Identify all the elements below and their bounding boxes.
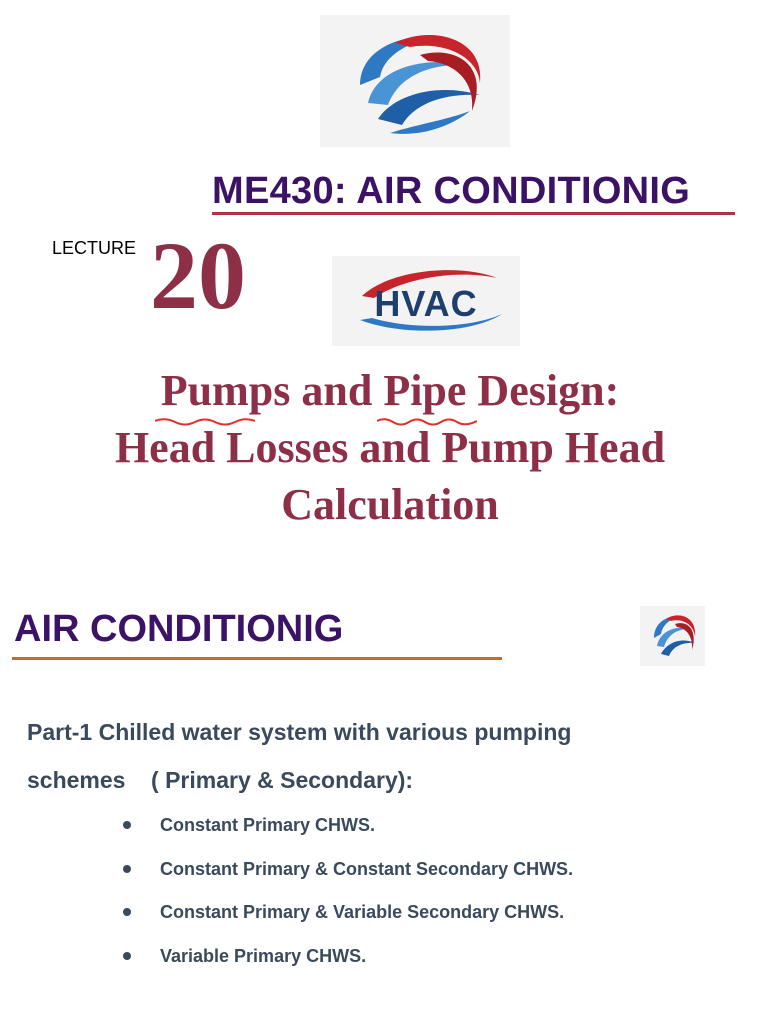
part-description — [27, 708, 747, 804]
course-title-underline — [212, 212, 735, 215]
swirl-logo-small — [640, 606, 705, 666]
title-word-pipe-design: Pipe Design — [383, 362, 604, 419]
lecture-title-line-2: Head Losses and Pump Head — [114, 423, 666, 472]
section-title-underline — [12, 657, 502, 660]
lecture-title-line-3: Calculation — [281, 480, 499, 529]
part-line-2: schemes ( Primary & Secondary): — [27, 767, 414, 793]
list-item: Constant Primary & Constant Secondary CHWS. — [120, 854, 573, 898]
hvac-logo-icon — [332, 256, 520, 346]
course-title: ME430: AIR CONDITIONIG — [212, 170, 691, 212]
scheme-list — [120, 810, 573, 984]
swirl-logo-small-icon — [640, 606, 705, 666]
swirl-logo — [320, 15, 510, 147]
list-item: Constant Primary CHWS. — [120, 810, 573, 854]
swirl-logo-icon — [320, 15, 510, 147]
lecture-title-line-1: Pumps and Pipe Design : — [40, 362, 740, 419]
hvac-logo-text: HVAC — [374, 283, 478, 324]
squiggle-underline-icon — [377, 415, 477, 429]
bullet-icon — [123, 908, 131, 916]
bullet-icon — [123, 821, 131, 829]
list-item: Constant Primary & Variable Secondary CHWS. — [120, 897, 573, 941]
title-word-pumps: Pumps — [161, 362, 291, 419]
section-title: AIR CONDITIONIG — [14, 608, 344, 650]
squiggle-underline-icon — [155, 415, 255, 429]
lecture-title — [40, 362, 740, 533]
bullet-icon — [123, 865, 131, 873]
hvac-logo — [332, 256, 520, 346]
part-line-1: Part-1 Chilled water system with various pumping — [27, 719, 572, 745]
lecture-number: 20 — [150, 222, 246, 329]
list-item: Variable Primary CHWS. — [120, 941, 573, 985]
bullet-icon — [123, 952, 131, 960]
lecture-label: LECTURE — [52, 238, 137, 258]
